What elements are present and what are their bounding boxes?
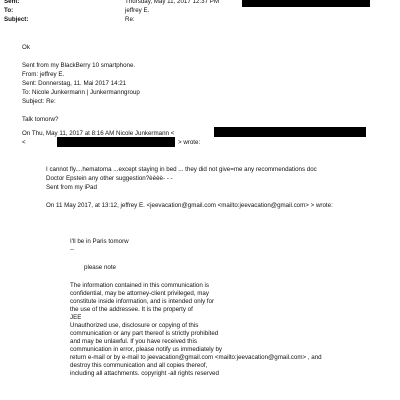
sent-value: Thursday, May 11, 2017 12:37 PM xyxy=(125,0,220,5)
disclaimer-line: destroy this communication and all copies thereof, xyxy=(70,362,208,369)
disclaimer-line: constitute inside information, and is intended only for xyxy=(70,298,215,305)
sent-label: Sent: xyxy=(4,0,20,5)
subject-value: Re: xyxy=(125,16,135,23)
disclaimer-line: confidential, may be attorney-client privileged, may xyxy=(70,290,209,297)
redaction-bar xyxy=(214,127,366,137)
forward-sent-line: Sent: Donnerstag, 11. Mai 2017 14:21 xyxy=(22,80,127,87)
paris-text: I'll be in Paris tomorw xyxy=(70,238,129,245)
forward-subject-line: Subject: Re: xyxy=(22,98,56,105)
disclaimer-line: communication in error, please notify us immediately by xyxy=(70,346,223,353)
forward-from-line: From: jeffrey E. xyxy=(22,71,65,78)
redaction-bar xyxy=(57,137,175,147)
quote-header-line-2-tail: > wrote: xyxy=(178,139,201,146)
quote-header-lt: < xyxy=(22,139,26,146)
disclaimer-line: return e-mail or by e-mail to jeevacation@gmail.com <mailto:jeevacation@gmail.com> , and xyxy=(70,354,322,361)
to-value: jeffrey E. xyxy=(125,7,150,14)
please-note-text: please note xyxy=(84,264,116,271)
ipad-signature: Sent from my iPad xyxy=(46,184,97,191)
disclaimer-line: the use of the addressee. It is the property of xyxy=(70,306,193,313)
disclaimer-line: JEE xyxy=(70,314,82,321)
greeting-text: Ok xyxy=(22,44,30,51)
signature-dashes: -- xyxy=(70,246,75,253)
blackberry-signature: Sent from my BlackBerry 10 smartphone. xyxy=(22,62,136,69)
subject-label: Subject: xyxy=(4,16,29,23)
disclaimer-line: Unauthorized use, disclosure or copying of this xyxy=(70,322,199,329)
disclaimer-line: communication or any part thereof is strictly prohibited xyxy=(70,330,219,337)
nested-message-line-2: Doctor Epstein any other suggestion?èèèè- - - xyxy=(46,175,173,182)
nested-message-line-1: I cannot fly....hematoma ...except staying in bed ... they did not give=me any recommendations doc xyxy=(46,166,317,173)
redaction-bar xyxy=(242,0,370,7)
disclaimer-line: and may be unlawful. If you have received this xyxy=(70,338,197,345)
nested-quote-header: On 11 May 2017, at 13:12, jeffrey E. <jeevacation@gmail.com <mailto:jeevacation@gmail.com> > wrote: xyxy=(46,202,333,209)
to-label: To: xyxy=(4,7,14,14)
forward-to-line: To: Nicole Junkermann | Junkermanngroup xyxy=(22,89,140,96)
quote-header-line-1: On Thu, May 11, 2017 at 8:16 AM Nicole Junkermann < xyxy=(22,130,175,137)
disclaimer-block xyxy=(70,282,322,378)
talk-tomorrow-text: Talk tomorw? xyxy=(22,116,59,123)
disclaimer-line: including all attachments. copyright -all rights reserved xyxy=(70,370,219,377)
disclaimer-line: The information contained in this communication is xyxy=(70,282,209,289)
